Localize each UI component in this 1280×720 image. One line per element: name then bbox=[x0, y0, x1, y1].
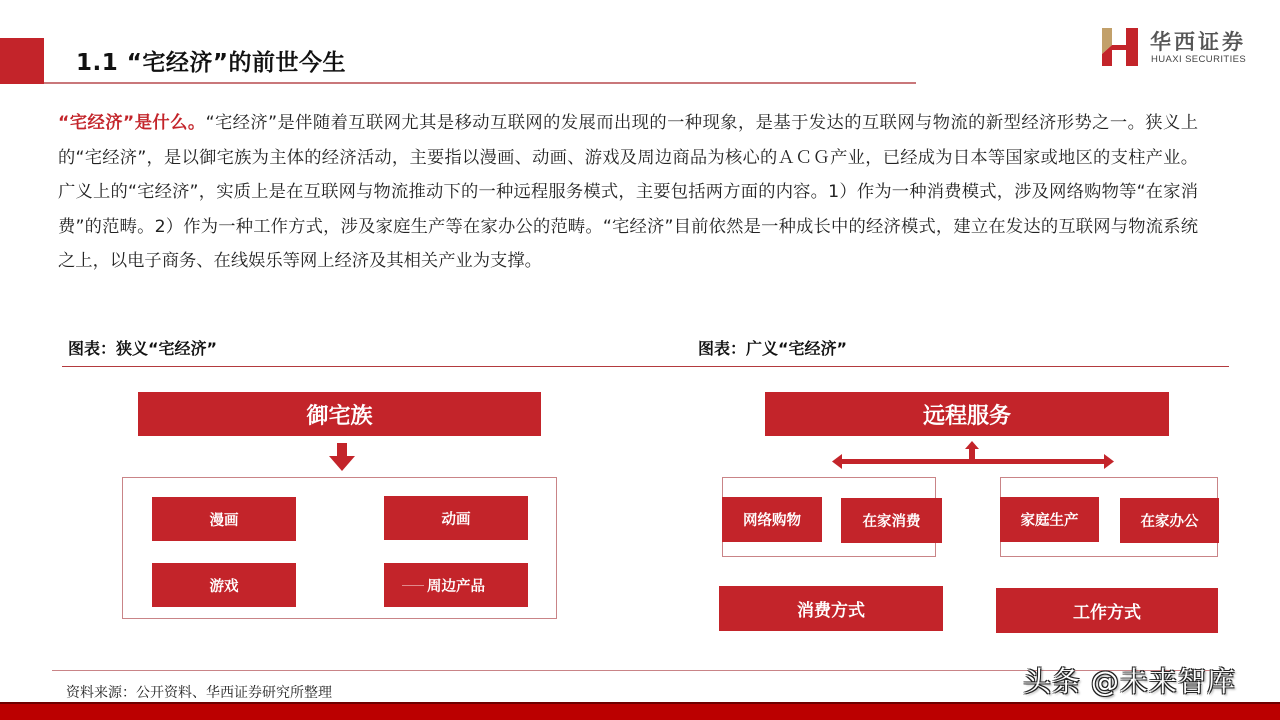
figure-caption-narrow: 图表：狭义“宅经济” bbox=[68, 339, 218, 358]
item-online-shopping: 网络购物 bbox=[722, 497, 822, 542]
header-divider bbox=[44, 82, 916, 84]
intro-paragraph bbox=[58, 106, 1198, 279]
watermark: 头条 @未来智库 bbox=[1023, 665, 1236, 698]
item-home-production: 家庭生产 bbox=[1000, 497, 1099, 542]
huaxi-h-logo-icon bbox=[1102, 28, 1138, 66]
bottom-bar bbox=[0, 702, 1280, 720]
intro-body: “宅经济”是伴随着互联网尤其是移动互联网的发展而出现的一种现象，是基于发达的互联网与物流的新型经济形势之一。狭义上的“宅经济”，是以御宅族为主体的经济活动，主要指以漫画、动画、游戏及周边商品为核心的ＡＣＧ产业，已经成为日本等国家或地区的支柱产业。广义上的“宅经济”，实质上是在互联网与物流推动下的一种远程服务模式，主要包括两方面的内容。1）作为一种消费模式，涉及网络购物等“在家消费”的范畴。2）作为一种工作方式，涉及家庭生产等在家办公的范畴。“宅经济”目前依然是一种成长中的经济模式，建立在发达的互联网与物流系统之上，以电子商务、在线娱乐等网上经济及其相关产业为支撑。 bbox=[58, 113, 1198, 271]
work-mode-box: 工作方式 bbox=[996, 588, 1218, 633]
remote-service-box: 远程服务 bbox=[765, 392, 1169, 436]
decorative-dash bbox=[402, 585, 424, 586]
down-arrow-icon bbox=[329, 443, 355, 471]
intro-lead: “宅经济”是什么。 bbox=[58, 113, 206, 133]
otaku-box: 御宅族 bbox=[138, 392, 541, 436]
source-note: 资料来源：公开资料、华西证券研究所整理 bbox=[66, 685, 332, 701]
item-merchandise bbox=[384, 563, 528, 607]
logo-name-en: HUAXI SECURITIES bbox=[1151, 54, 1247, 65]
caption-divider bbox=[62, 366, 1229, 367]
double-arrow-with-up-icon bbox=[832, 440, 1114, 470]
consumption-mode-box: 消费方式 bbox=[719, 586, 943, 631]
page-title: 1.1 “宅经济”的前世今生 bbox=[76, 50, 346, 76]
item-anime: 动画 bbox=[384, 496, 528, 540]
item-work-from-home: 在家办公 bbox=[1120, 498, 1219, 543]
item-manga: 漫画 bbox=[152, 497, 296, 541]
item-merchandise-label: 周边产品 bbox=[427, 578, 485, 595]
item-home-consumption: 在家消费 bbox=[841, 498, 942, 543]
item-games: 游戏 bbox=[152, 563, 296, 607]
header-accent-block bbox=[0, 38, 44, 84]
figure-caption-broad: 图表：广义“宅经济” bbox=[698, 339, 848, 358]
logo-name-cn: 华西证券 bbox=[1150, 29, 1246, 54]
huaxi-securities-logo bbox=[1102, 26, 1262, 68]
